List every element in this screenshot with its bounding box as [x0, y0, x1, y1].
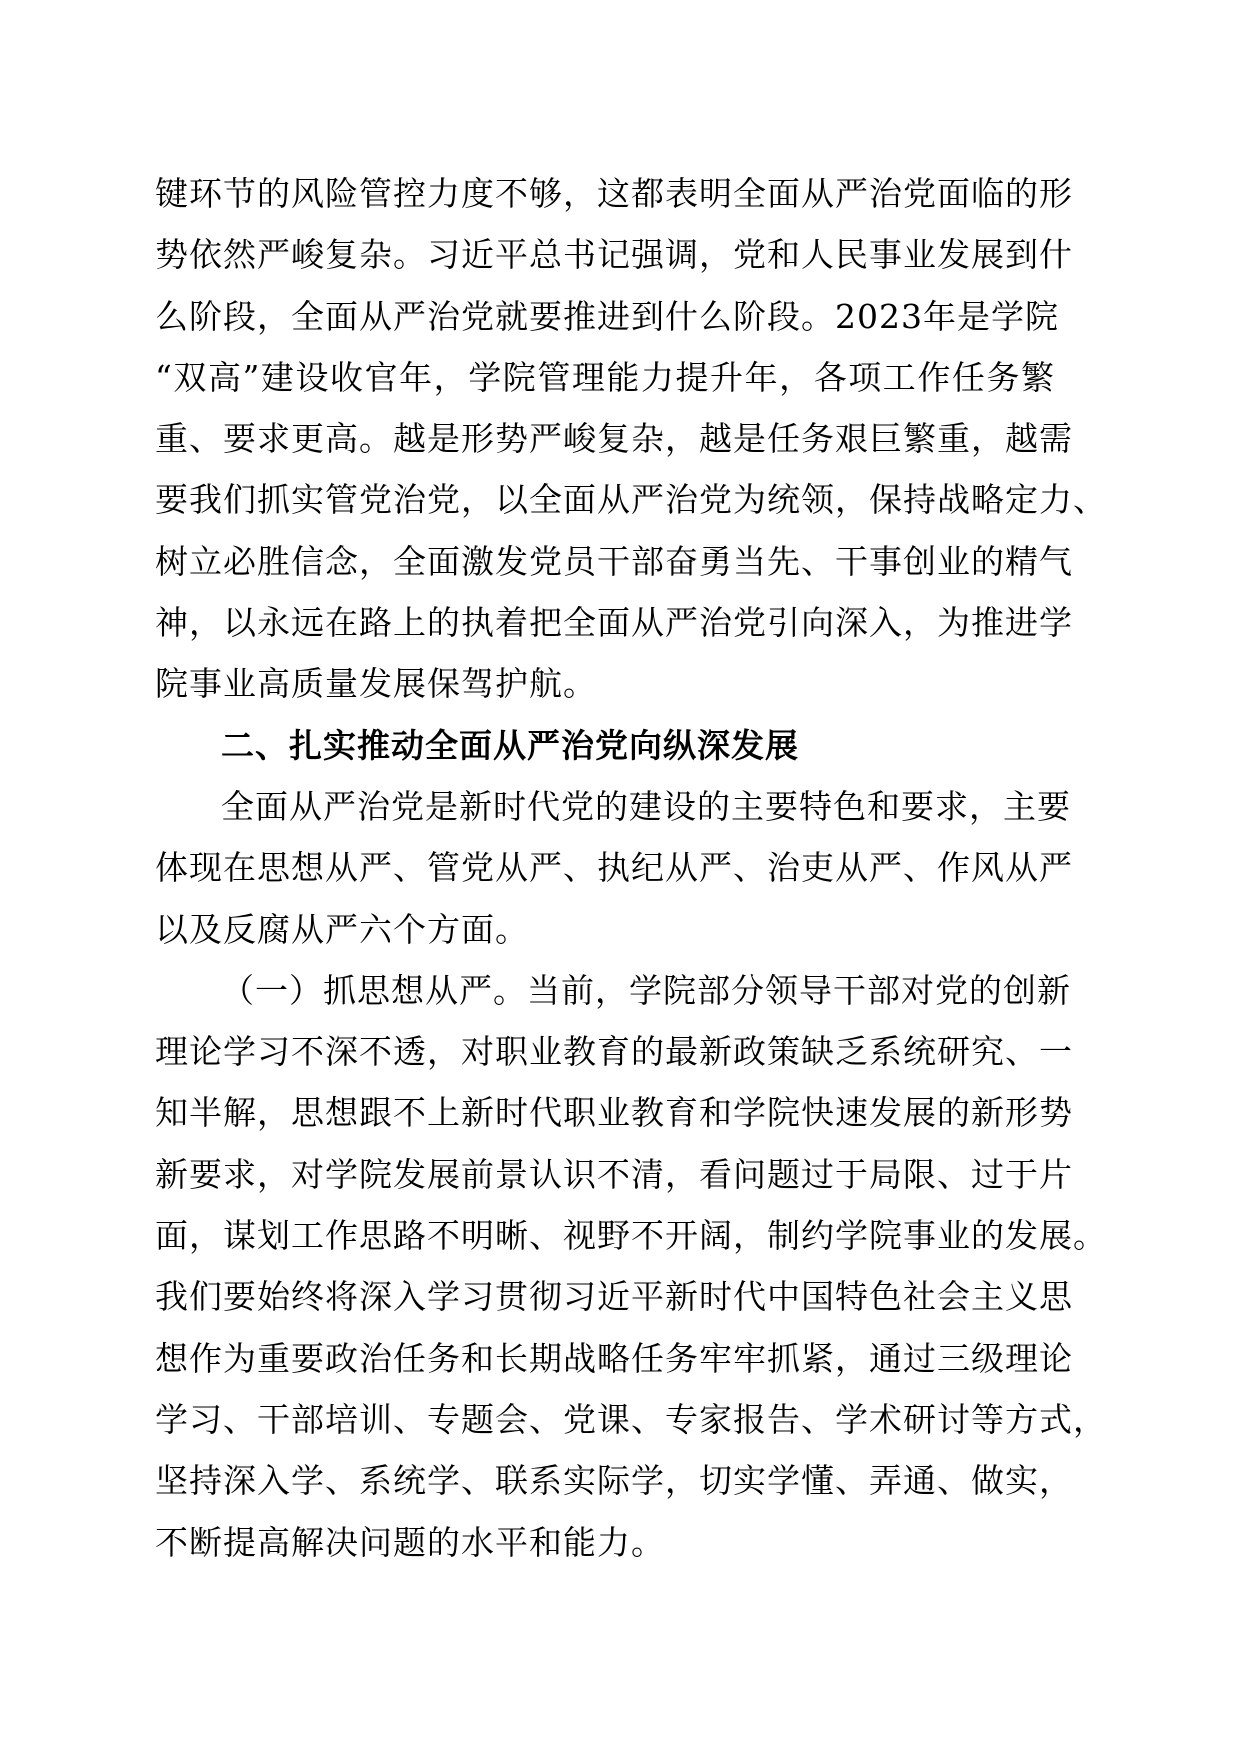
paragraph-line: 理论学习不深不透，对职业教育的最新政策缺乏系统研究、一 [155, 1032, 1073, 1072]
section-heading: 二、扎实推动全面从严治党向纵深发展 [221, 725, 799, 765]
paragraph-line: 势依然严峻复杂。习近平总书记强调，党和人民事业发展到什 [155, 235, 1073, 275]
paragraph-line: 学习、干部培训、专题会、党课、专家报告、学术研讨等方式， [155, 1399, 1107, 1439]
paragraph-line: 体现在思想从严、管党从严、执纪从严、治吏从严、作风从严 [155, 848, 1073, 888]
paragraph-line: 以及反腐从严六个方面。 [155, 909, 529, 949]
paragraph-line: 全面从严治党是新时代党的建设的主要特色和要求，主要 [221, 786, 1071, 826]
paragraph-line: 新要求，对学院发展前景认识不清，看问题过于局限、过于片 [155, 1154, 1073, 1194]
paragraph-line: 我们要始终将深入学习贯彻习近平新时代中国特色社会主义思 [155, 1277, 1073, 1317]
paragraph-line: 神，以永远在路上的执着把全面从严治党引向深入，为推进学 [155, 603, 1073, 643]
paragraph-line: 要我们抓实管党治党，以全面从严治党为统领，保持战略定力、 [155, 480, 1107, 520]
paragraph-line: 树立必胜信念，全面激发党员干部奋勇当先、干事创业的精气 [155, 541, 1073, 581]
subsection-line: （一）抓思想从严。当前，学院部分领导干部对党的创新 [221, 970, 1071, 1010]
paragraph-line: 知半解，思想跟不上新时代职业教育和学院快速发展的新形势 [155, 1093, 1073, 1133]
paragraph-line: 院事业高质量发展保驾护航。 [155, 664, 597, 704]
paragraph-line: 不断提高解决问题的水平和能力。 [155, 1522, 665, 1562]
document-body [155, 163, 1107, 1573]
paragraph-line: 么阶段，全面从严治党就要推进到什么阶段。2023年是学院 [155, 296, 1059, 336]
paragraph-line: 想作为重要政治任务和长期战略任务牢牢抓紧，通过三级理论 [155, 1338, 1073, 1378]
paragraph-line: 坚持深入学、系统学、联系实际学，切实学懂、弄通、做实， [155, 1461, 1073, 1501]
paragraph-line: 面，谋划工作思路不明晰、视野不开阔，制约学院事业的发展。 [155, 1216, 1107, 1256]
paragraph-line: 重、要求更高。越是形势严峻复杂，越是任务艰巨繁重，越需 [155, 419, 1073, 459]
paragraph-line: “双高”建设收官年，学院管理能力提升年，各项工作任务繁 [155, 357, 1055, 397]
paragraph-line: 键环节的风险管控力度不够，这都表明全面从严治党面临的形 [155, 174, 1073, 213]
